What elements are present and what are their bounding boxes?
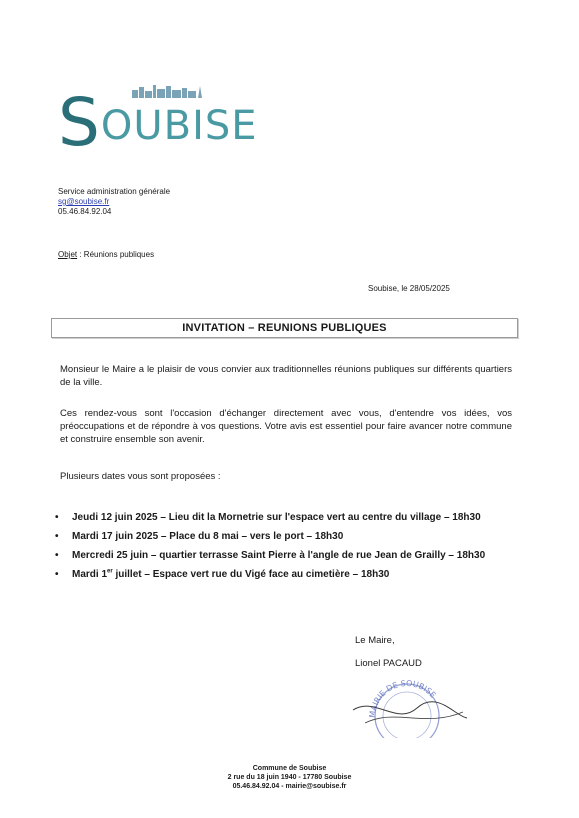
bullet-icon: • <box>55 550 59 561</box>
meeting-item <box>55 546 525 565</box>
mayor-stamp-icon <box>345 668 480 738</box>
meeting-date: Mardi 1er juillet <box>72 568 142 580</box>
footer-contact: 05.46.84.92.04 - mairie@soubise.fr <box>232 783 347 790</box>
dates-intro: Plusieurs dates vous sont proposées : <box>60 471 221 482</box>
meeting-date: Mardi 17 juin 2025 <box>72 531 159 542</box>
footer <box>0 764 579 791</box>
subject-line: Objet : Réunions publiques <box>58 250 155 259</box>
meeting-place: – Lieu dit la Mornetrie sur l'espace vert au centre du village – 18h30 <box>157 512 481 523</box>
invitation-title: INVITATION – REUNIONS PUBLIQUES <box>51 318 518 338</box>
signature-role: Le Maire, <box>355 635 395 646</box>
subject-value: Réunions publiques <box>83 250 155 259</box>
footer-commune: Commune de Soubise <box>252 765 327 772</box>
bullet-icon: • <box>55 531 59 542</box>
bullet-icon: • <box>55 569 59 580</box>
sender-email-link[interactable]: sg@soubise.fr <box>58 197 110 206</box>
subject-label: Objet <box>58 250 78 259</box>
meeting-item <box>55 565 525 584</box>
meeting-item <box>55 508 525 527</box>
meeting-list <box>55 508 525 584</box>
soubise-logo <box>58 70 258 161</box>
signature-name: Lionel PACAUD <box>355 658 422 669</box>
bullet-icon: • <box>55 512 59 523</box>
service-name: Service administration générale <box>58 187 171 196</box>
sender-phone: 05.46.84.92.04 <box>58 207 112 216</box>
meeting-place: – Place du 8 mai – vers le port – 18h30 <box>158 531 344 542</box>
logo-wordmark: SOUBISE <box>58 84 258 161</box>
intro-paragraph: Monsieur le Maire a le plaisir de vous convier aux traditionnelles réunions publiques sur différents quartiers de la ville. <box>60 364 512 388</box>
letter-date: Soubise, le 28/05/2025 <box>368 284 450 293</box>
meeting-date: Jeudi 12 juin 2025 <box>72 512 158 523</box>
meeting-date: Mercredi 25 juin <box>72 550 149 561</box>
meeting-place: – quartier terrasse Saint Pierre à l'angle de rue Jean de Grailly – 18h30 <box>148 550 486 561</box>
sender-block <box>58 187 170 217</box>
purpose-paragraph: Ces rendez-vous sont l'occasion d'échanger directement avec vous, d'entendre vos idées, vos préoccupations et de répondre à vos questions. Votre avis est essentiel pour faire avancer notre commune et construire ensemble son avenir. <box>60 408 512 445</box>
meeting-place: – Espace vert rue du Vigé face au cimetière – 18h30 <box>141 569 390 580</box>
meeting-item <box>55 527 525 546</box>
svg-text:MAIRIE DE SOUBISE: MAIRIE DE SOUBISE <box>367 678 438 719</box>
footer-address: 2 rue du 18 juin 1940 - 17780 Soubise <box>227 774 352 781</box>
